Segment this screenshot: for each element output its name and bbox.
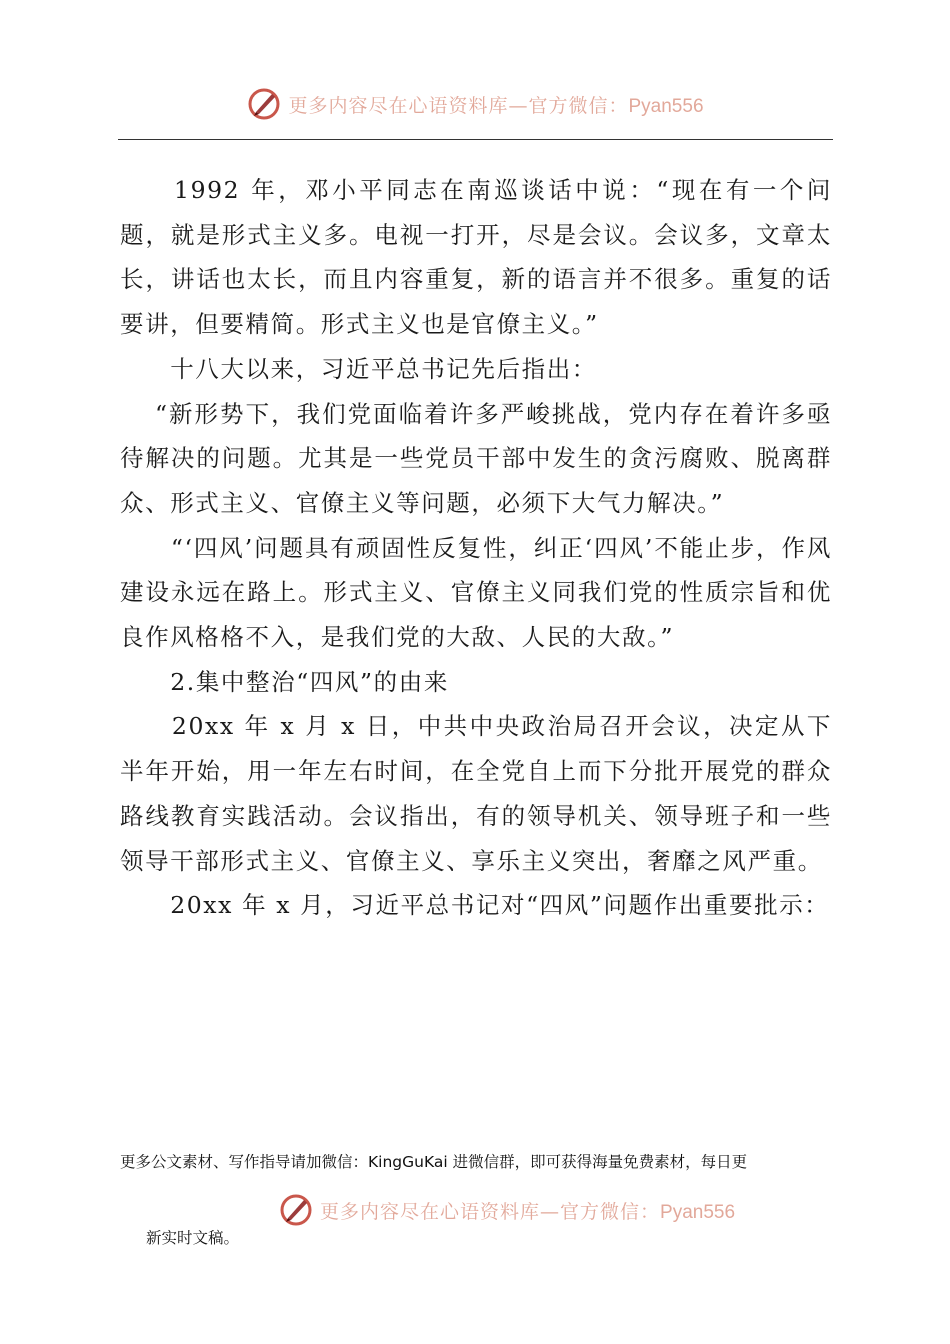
paragraph-xi-quote-1: “新形势下，我们党面临着许多严峻挑战，党内存在着许多亟待解决的问题。尤其是一些党员干部中发生的贪污腐败、脱离群众、形式主义、官僚主义等问题，必须下大气力解决。” — [120, 399, 832, 517]
paragraph-politburo-meeting: 20xx 年 x 月 x 日，中共中央政治局召开会议，决定从下半年开始，用一年左右时间，在全党自上而下分批开展党的群众路线教育实践活动。会议指出，有的领导机关、领导班子和一些领导干部形式主义、官僚主义、享乐主义突出，奢靡之风严重。 — [120, 712, 832, 875]
pen-logo-icon — [246, 86, 282, 122]
section-heading-origin: 2.集中整治“四风”的由来 — [120, 667, 449, 696]
pen-logo-icon — [278, 1192, 314, 1228]
footer-note-line1: 更多公文素材、写作指导请加微信：KingGuKai 进微信群，即可获得海量免费素材，每日更 — [120, 1153, 748, 1171]
paragraph-xi-quote-2: “‘四风’问题具有顽固性反复性，纠正‘四风’不能止步，作风建设永远在路上。形式主义、官僚主义同我们党的性质宗旨和优良作风格格不入，是我们党的大敌、人民的大敌。” — [120, 533, 832, 652]
header-watermark-banner — [0, 84, 950, 124]
header-banner-text: 更多内容尽在心语资料库—官方微信：Pyan556 — [288, 94, 704, 117]
paragraph-xi-intro: 十八大以来，习近平总书记先后指出： — [120, 354, 597, 383]
header-divider — [118, 139, 833, 140]
paragraph-xi-instruction: 20xx 年 x 月，习近平总书记对“四风”问题作出重要批示： — [120, 891, 830, 920]
footer-note-line2: 新实时文稿。 — [146, 1229, 240, 1247]
footer-banner-text: 更多内容尽在心语资料库—官方微信：Pyan556 — [320, 1200, 736, 1223]
footer-watermark-banner — [278, 1190, 735, 1230]
document-body — [120, 168, 832, 928]
paragraph-deng-quote: 1992 年，邓小平同志在南巡谈话中说：“现在有一个问题，就是形式主义多。电视一打开，尽是会议。会议多，文章太长，讲话也太长，而且内容重复，新的语言并不很多。重复的话要讲，但要精简。形式主义也是官僚主义。” — [120, 176, 832, 339]
